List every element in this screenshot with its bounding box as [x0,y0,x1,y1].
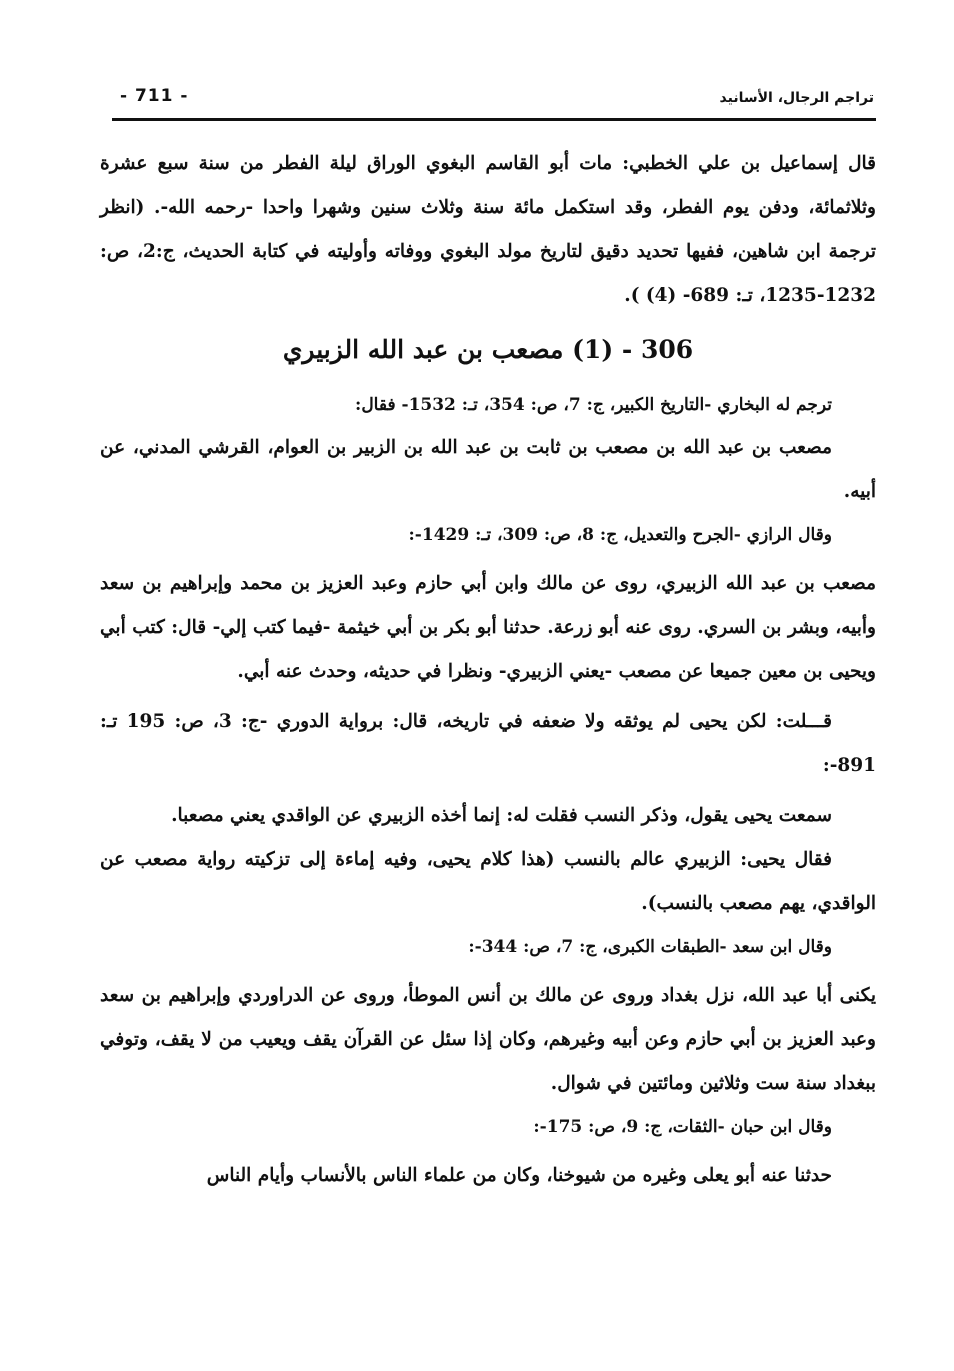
bukhari-reference: ترجم له البخاري -التاريخ الكبير، ج: 7، ص: 354، تـ: 1532- فقال: [355,395,832,415]
bukhari-text: مصعب بن عبد الله بن مصعب بن ثابت بن عبد الله بن الزبير بن العوام، القرشي المدني، عن أبيه. [100,437,876,502]
ibn-hibban-text: حدثنا عنه أبو يعلى وغيره من شيوخنا، وكان من علماء الناس بالأنساب وأيام الناس [206,1165,832,1186]
yahya-said: فقال يحيى: الزبيري عالم بالنسب (هذا كلام يحيى، وفيه إماءة إلى تزكيته رواية مصعب عن الواقدي، يهم مصعب بالنسب). [100,849,876,914]
yahya-quote: سمعت يحيى يقول، وذكر النسب فقلت له: إنما أخذه الزبيري عن الواقدي يعني مصعبا. [171,805,832,826]
razi-text: مصعب بن عبد الله الزبيري، روى عن مالك وابن أبي حازم وعبد العزيز بن محمد وإبراهيم بن سعد وأبيه، وبشر بن السري. روى عنه أبو زرعة. حدثنا أبو بكر بن أبي خيثمة -فيما كتب إلي- قال: كتب أبي ويحيى بن معين جميعا عن مصعب -يعني الزبيري- ونظرا في حديثه، وحدث عنه أبي. [100,573,876,682]
page-body [100,142,876,1198]
ibn-hibban-reference: وقال ابن حبان -الثقات، ج: 9، ص: 175-: [533,1117,832,1137]
entry-heading: 306 - (1) مصعب بن عبد الله الزبيري [282,335,694,364]
intro-paragraph: قال إسماعيل بن علي الخطبي: مات أبو القاسم البغوي الوراق ليلة الفطر من سنة سبع عشرة وثلاثمائة، ودفن يوم الفطر، وقد استكمل مائة سنة وثلاث سنين وشهرا واحدا -رحمه الله-. (انظر ترجمة ابن شاهين، ففيها تحديد دقيق لتاريخ مولد البغوي ووفاته وأوليته في كتابة الحديث، ج:2، ص: 1232-1235، تـ: 689- (4) ). [100,153,876,306]
ibn-saad-reference: وقال ابن سعد -الطبقات الكبرى، ج: 7، ص: 344-: [468,937,832,957]
running-title: تراجم الرجال، الأسانيد [719,90,874,106]
razi-reference: وقال الرازي -الجرح والتعديل، ج: 8، ص: 309، تـ: 1429-: [408,525,832,545]
header-rule [112,118,876,121]
page-header [112,86,874,116]
page-number: - 711 - [120,86,189,106]
note-paragraph: قـــلت: لكن يحيى لم يوثقه ولا ضعفه في تاريخه، قال: برواية الدوري -ج: 3، ص: 195 تـ: 891-: [100,711,876,776]
ibn-saad-text: يكنى أبا عبد الله، نزل بغداد وروى عن مالك بن أنس الموطأ، وروى عن الدراوردي وإبراهيم بن سعد وعبد العزيز بن أبي حازم وعن أبيه وغيرهم، وكان إذا سئل عن القرآن يقف ويعيب من لا يقف، وتوفي ببغداد سنة ست وثلاثين ومائتين في شوال. [100,985,876,1094]
